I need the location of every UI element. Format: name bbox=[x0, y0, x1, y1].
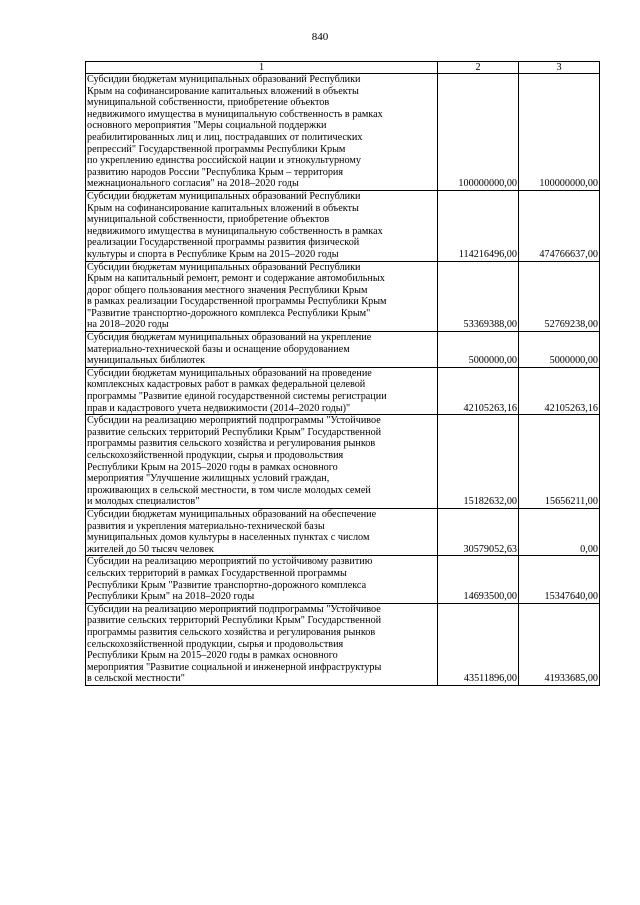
row-value-col3: 41933685,00 bbox=[519, 603, 600, 685]
row-description: Субсидии на реализацию мероприятий подпрограммы "Устойчивое развитие сельских территорий Республики Крым" Государственной программы развития сельского хозяйства и регулирования рынков сельскохозяйственной продукции, сырья и продовольствия Республики Крым на 2015–2020 годы в рамках основного мероприятия "Улучшение жилищных условий граждан, проживающих в сельской местности, в том числе молодых семей и молодых специалистов" bbox=[86, 415, 438, 509]
row-description: Субсидии на реализацию мероприятий по устойчивому развитию сельских территорий в рамках Государственной программы Республики Крым "Развитие транспортно-дорожного комплекса Республики Крым" на 2018–2020 годы bbox=[86, 556, 438, 603]
table-row bbox=[86, 74, 600, 191]
table-row bbox=[86, 367, 600, 414]
row-value-col3: 474766637,00 bbox=[519, 190, 600, 261]
row-value-col2: 5000000,00 bbox=[438, 332, 519, 368]
row-value-col3: 100000000,00 bbox=[519, 74, 600, 191]
column-header-3: 3 bbox=[519, 62, 600, 74]
row-description: Субсидии бюджетам муниципальных образований Республики Крым на капитальный ремонт, ремонт и содержание автомобильных дорог общего пользования местного значения Республики Крым в рамках реализации Государственной программы Республики Крым "Развитие транспортно-дорожного комплекса Республики Крым" на 2018–2020 годы bbox=[86, 261, 438, 332]
row-value-col3: 5000000,00 bbox=[519, 332, 600, 368]
row-value-col2: 100000000,00 bbox=[438, 74, 519, 191]
table-row bbox=[86, 415, 600, 509]
row-value-col2: 43511896,00 bbox=[438, 603, 519, 685]
row-description: Субсидии на реализацию мероприятий подпрограммы "Устойчивое развитие сельских территорий Республики Крым" Государственной программы развития сельского хозяйства и регулирования рынков сельскохозяйственной продукции, сырья и продовольствия Республики Крым на 2015–2020 годы в рамках основного мероприятия "Развитие социальной и инженерной инфраструктуры в сельской местности" bbox=[86, 603, 438, 685]
row-value-col3: 0,00 bbox=[519, 508, 600, 555]
row-value-col3: 52769238,00 bbox=[519, 261, 600, 332]
row-description: Субсидии бюджетам муниципальных образований Республики Крым на софинансирование капитальных вложений в объекты муниципальной собственности, приобретение объектов недвижимого имущества в муниципальную собственность в рамках реализации Государственной программы развития физической культуры и спорта в Республике Крым на 2015–2020 годы bbox=[86, 190, 438, 261]
table-row bbox=[86, 190, 600, 261]
page-number: 840 bbox=[311, 31, 329, 43]
table-row bbox=[86, 508, 600, 555]
row-value-col3: 42105263,16 bbox=[519, 367, 600, 414]
row-value-col2: 15182632,00 bbox=[438, 415, 519, 509]
row-value-col2: 53369388,00 bbox=[438, 261, 519, 332]
subsidy-table bbox=[85, 61, 600, 686]
table-header-row bbox=[86, 62, 600, 74]
row-description: Субсидии бюджетам муниципальных образований на проведение комплексных кадастровых работ в рамках федеральной целевой программы "Развитие единой государственной системы регистрации прав и кадастрового учета недвижимости (2014–2020 годы)" bbox=[86, 367, 438, 414]
column-header-1: 1 bbox=[86, 62, 438, 74]
row-description: Субсидии бюджетам муниципальных образований Республики Крым на софинансирование капитальных вложений в объекты муниципальной собственности, приобретение объектов недвижимого имущества в муниципальную собственность в рамках основного мероприятия "Меры социальной поддержки реабилитированных лиц и лиц, пострадавших от политических репрессий" Государственной программы Республики Крым по укреплению единства российской нации и этнокультурному развитию народов России "Республика Крым – территория межнационального согласия" на 2018–2020 годы bbox=[86, 74, 438, 191]
row-value-col2: 42105263,16 bbox=[438, 367, 519, 414]
table-row bbox=[86, 261, 600, 332]
row-value-col3: 15347640,00 bbox=[519, 556, 600, 603]
column-header-2: 2 bbox=[438, 62, 519, 74]
row-value-col2: 30579052,63 bbox=[438, 508, 519, 555]
table-row bbox=[86, 603, 600, 685]
table-row bbox=[86, 332, 600, 368]
row-value-col2: 14693500,00 bbox=[438, 556, 519, 603]
row-description: Субсидии бюджетам муниципальных образований на обеспечение развития и укрепления материально-технической базы муниципальных домов культуры в населенных пунктах с числом жителей до 50 тысяч человек bbox=[86, 508, 438, 555]
table-row bbox=[86, 556, 600, 603]
row-value-col3: 15656211,00 bbox=[519, 415, 600, 509]
row-value-col2: 114216496,00 bbox=[438, 190, 519, 261]
row-description: Субсидия бюджетам муниципальных образований на укрепление материально-технической базы и оснащение оборудованием муниципальных библиотек bbox=[86, 332, 438, 368]
